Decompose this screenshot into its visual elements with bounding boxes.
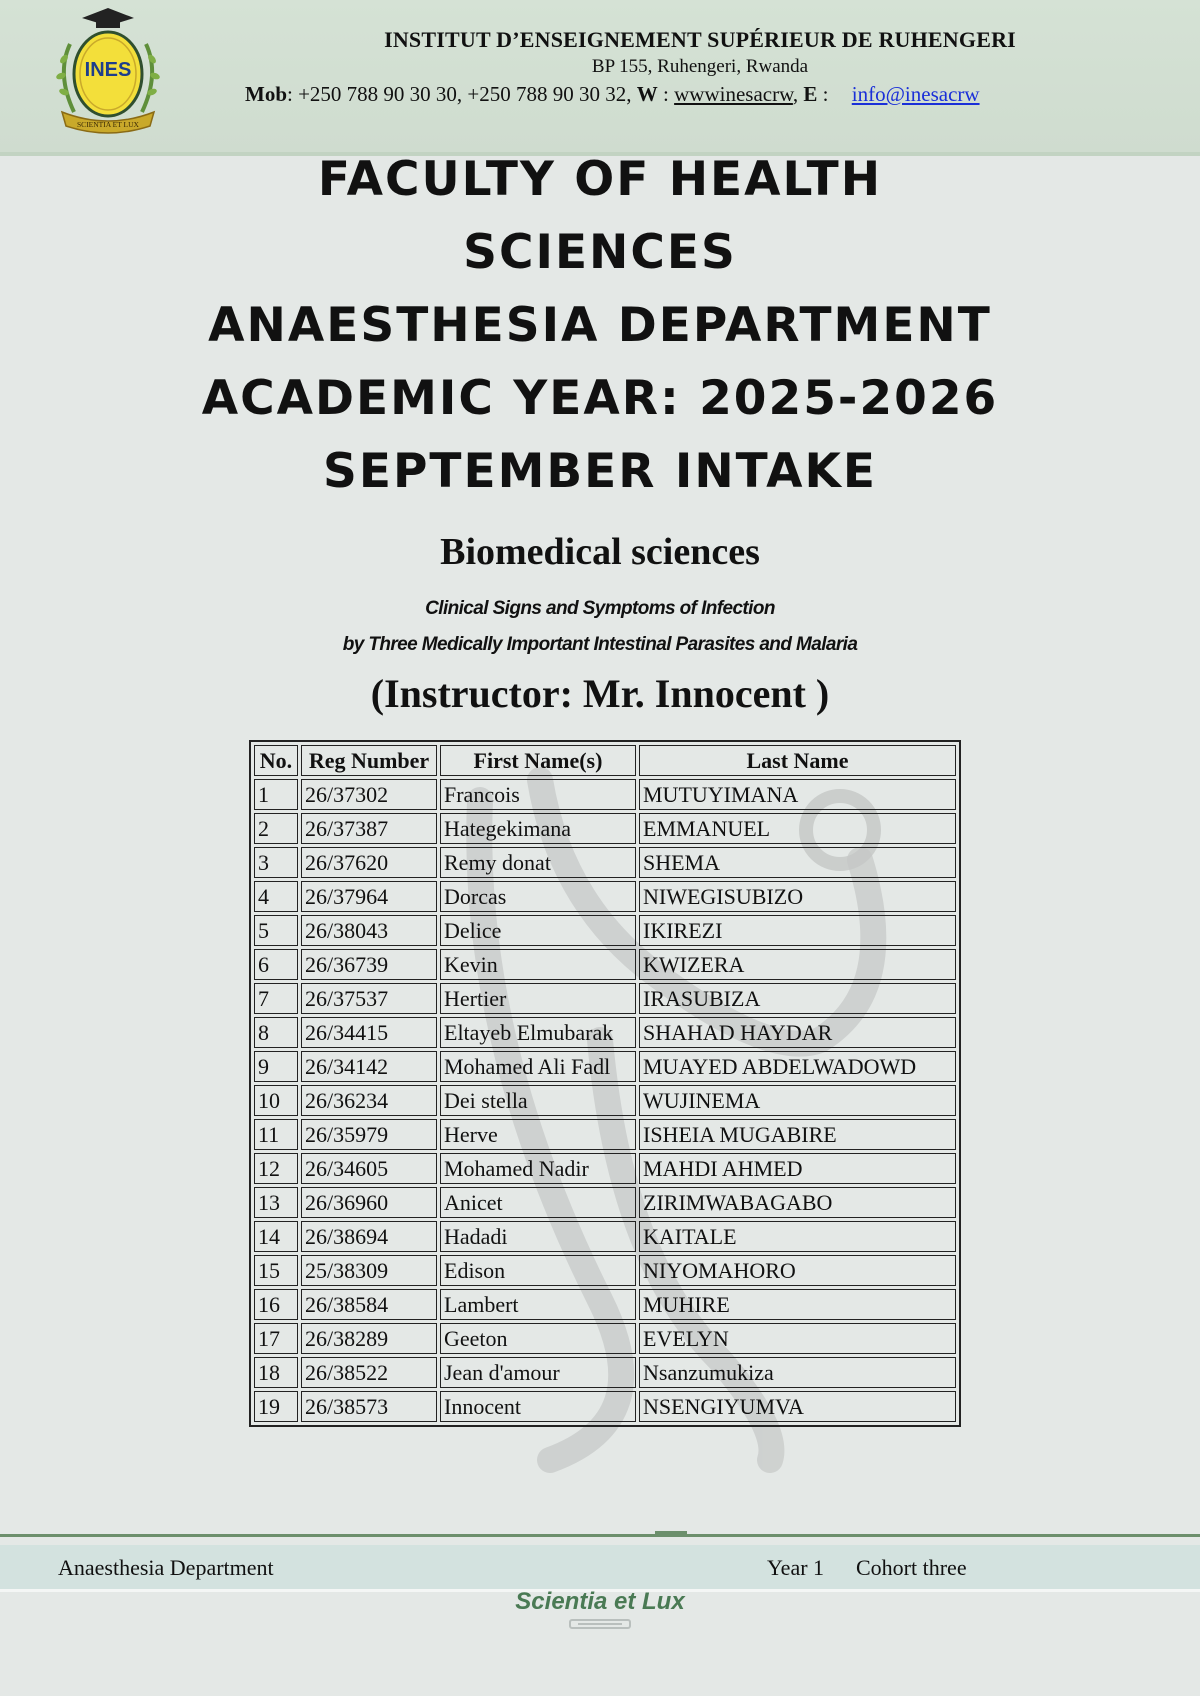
institution-contact: Mob: +250 788 90 30 30, +250 788 90 30 32, W : wwwinesacrw, E : info@inesacrw xyxy=(245,82,980,106)
cell-number: 5 xyxy=(254,915,298,946)
cell-reg-number: 26/34142 xyxy=(301,1051,437,1082)
footer-divider xyxy=(0,1534,1200,1537)
cell-number: 10 xyxy=(254,1085,298,1116)
cell-reg-number: 26/34605 xyxy=(301,1153,437,1184)
cell-first-name: Kevin xyxy=(440,949,636,980)
cell-number: 2 xyxy=(254,813,298,844)
cell-number: 9 xyxy=(254,1051,298,1082)
cell-first-name: Remy donat xyxy=(440,847,636,878)
web-label: W xyxy=(636,82,658,106)
email-link[interactable]: info@inesacrw xyxy=(851,82,980,106)
svg-text:SCIENTIA ET LUX: SCIENTIA ET LUX xyxy=(77,120,139,129)
cell-first-name: Delice xyxy=(440,915,636,946)
instructor-label: (Instructor: Mr. Innocent ) xyxy=(370,671,830,716)
cell-first-name: Mohamed Nadir xyxy=(440,1153,636,1184)
intake-title: SEPTEMBER INTAKE xyxy=(323,444,877,499)
cell-reg-number: 26/34415 xyxy=(301,1017,437,1048)
cell-first-name: Innocent xyxy=(440,1391,636,1422)
course-title-line2: by Three Medically Important Intestinal Parasites and Malaria xyxy=(342,634,858,655)
table-row xyxy=(254,1221,956,1252)
cell-last-name: MUHIRE xyxy=(639,1289,956,1320)
cell-number: 4 xyxy=(254,881,298,912)
department-title: ANAESTHESIA DEPARTMENT xyxy=(208,298,992,353)
table-row xyxy=(254,1187,956,1218)
table-header-row xyxy=(254,745,956,776)
cell-first-name: Dei stella xyxy=(440,1085,636,1116)
cell-first-name: Lambert xyxy=(440,1289,636,1320)
cell-last-name: EMMANUEL xyxy=(639,813,956,844)
cell-first-name: Edison xyxy=(440,1255,636,1286)
table-row xyxy=(254,1119,956,1150)
footer-department: Anaesthesia Department xyxy=(58,1555,274,1580)
cell-last-name: NSENGIYUMVA xyxy=(639,1391,956,1422)
cell-first-name: Eltayeb Elmubarak xyxy=(440,1017,636,1048)
cell-first-name: Hadadi xyxy=(440,1221,636,1252)
cell-reg-number: 26/38289 xyxy=(301,1323,437,1354)
cell-reg-number: 26/38694 xyxy=(301,1221,437,1252)
cell-number: 11 xyxy=(254,1119,298,1150)
cell-number: 16 xyxy=(254,1289,298,1320)
table-row xyxy=(254,1051,956,1082)
table-row xyxy=(254,1323,956,1354)
cell-last-name: SHEMA xyxy=(639,847,956,878)
cell-number: 13 xyxy=(254,1187,298,1218)
cell-last-name: MAHDI AHMED xyxy=(639,1153,956,1184)
academic-year-title: ACADEMIC YEAR: 2025-2026 xyxy=(201,371,999,426)
cell-reg-number: 26/37387 xyxy=(301,813,437,844)
cell-reg-number: 26/37537 xyxy=(301,983,437,1014)
letterhead xyxy=(0,0,1200,156)
cell-reg-number: 26/38573 xyxy=(301,1391,437,1422)
cell-first-name: Hategekimana xyxy=(440,813,636,844)
footer-divider-mark xyxy=(655,1531,687,1535)
institution-address: BP 155, Ruhengeri, Rwanda xyxy=(591,56,809,77)
subject-title: Biomedical sciences xyxy=(440,531,760,573)
cell-number: 14 xyxy=(254,1221,298,1252)
cell-number: 8 xyxy=(254,1017,298,1048)
cell-reg-number: 26/37302 xyxy=(301,779,437,810)
cell-last-name: WUJINEMA xyxy=(639,1085,956,1116)
table-row xyxy=(254,1357,956,1388)
table-row xyxy=(254,1289,956,1320)
cell-reg-number: 26/37620 xyxy=(301,847,437,878)
cell-first-name: Herve xyxy=(440,1119,636,1150)
faculty-title-line2: SCIENCES xyxy=(463,225,737,280)
cell-last-name: IKIREZI xyxy=(639,915,956,946)
table-row xyxy=(254,983,956,1014)
cell-reg-number: 26/35979 xyxy=(301,1119,437,1150)
cell-reg-number: 26/36739 xyxy=(301,949,437,980)
cell-last-name: MUTUYIMANA xyxy=(639,779,956,810)
table-row xyxy=(254,915,956,946)
cell-first-name: Geeton xyxy=(440,1323,636,1354)
svg-text:INES: INES xyxy=(84,59,132,81)
cell-first-name: Francois xyxy=(440,779,636,810)
cell-number: 1 xyxy=(254,779,298,810)
phone-numbers: : +250 788 90 30 30, +250 788 90 30 32, xyxy=(287,82,637,106)
cell-number: 19 xyxy=(254,1391,298,1422)
footer-year: Year 1 xyxy=(767,1555,825,1580)
cell-number: 18 xyxy=(254,1357,298,1388)
footer-motto: Scientia et Lux xyxy=(515,1588,685,1615)
cell-reg-number: 26/36234 xyxy=(301,1085,437,1116)
cell-first-name: Mohamed Ali Fadl xyxy=(440,1051,636,1082)
institution-logo xyxy=(52,4,164,134)
table-row xyxy=(254,881,956,912)
cell-reg-number: 25/38309 xyxy=(301,1255,437,1286)
column-header-first-name: First Name(s) xyxy=(440,745,636,776)
course-title-line1: Clinical Signs and Symptoms of Infection xyxy=(425,598,775,619)
cell-last-name: NIWEGISUBIZO xyxy=(639,881,956,912)
cell-first-name: Anicet xyxy=(440,1187,636,1218)
cell-reg-number: 26/36960 xyxy=(301,1187,437,1218)
cell-last-name: KAITALE xyxy=(639,1221,956,1252)
table-row xyxy=(254,1017,956,1048)
cell-reg-number: 26/38043 xyxy=(301,915,437,946)
email-label: E xyxy=(803,82,818,106)
cell-last-name: ISHEIA MUGABIRE xyxy=(639,1119,956,1150)
column-header-last-name: Last Name xyxy=(639,745,956,776)
cell-last-name: IRASUBIZA xyxy=(639,983,956,1014)
table-row xyxy=(254,949,956,980)
cell-first-name: Jean d'amour xyxy=(440,1357,636,1388)
column-header-number: No. xyxy=(254,745,298,776)
cell-number: 3 xyxy=(254,847,298,878)
cell-number: 15 xyxy=(254,1255,298,1286)
student-roster-table xyxy=(249,740,961,1427)
table-row xyxy=(254,779,956,810)
cell-last-name: Nsanzumukiza xyxy=(639,1357,956,1388)
column-header-reg-number: Reg Number xyxy=(301,745,437,776)
cell-last-name: SHAHAD HAYDAR xyxy=(639,1017,956,1048)
cell-number: 7 xyxy=(254,983,298,1014)
mob-label: Mob xyxy=(245,82,287,106)
cell-first-name: Hertier xyxy=(440,983,636,1014)
cell-first-name: Dorcas xyxy=(440,881,636,912)
cell-last-name: KWIZERA xyxy=(639,949,956,980)
table-row xyxy=(254,1085,956,1116)
cell-reg-number: 26/37964 xyxy=(301,881,437,912)
cell-number: 12 xyxy=(254,1153,298,1184)
faculty-title-line1: FACULTY OF HEALTH xyxy=(317,152,883,207)
website-link[interactable]: wwwinesacrw xyxy=(674,82,793,106)
motto-ornament-icon xyxy=(568,1617,632,1631)
cell-reg-number: 26/38522 xyxy=(301,1357,437,1388)
institution-name: INSTITUT D’ENSEIGNEMENT SUPÉRIEUR DE RUHENGERI xyxy=(384,27,1016,52)
table-row xyxy=(254,1153,956,1184)
cell-last-name: MUAYED ABDELWADOWD xyxy=(639,1051,956,1082)
cell-last-name: NIYOMAHORO xyxy=(639,1255,956,1286)
cell-last-name: EVELYN xyxy=(639,1323,956,1354)
cell-number: 6 xyxy=(254,949,298,980)
table-row xyxy=(254,847,956,878)
table-row xyxy=(254,1391,956,1422)
cell-last-name: ZIRIMWABAGABO xyxy=(639,1187,956,1218)
cell-number: 17 xyxy=(254,1323,298,1354)
table-row xyxy=(254,1255,956,1286)
cell-reg-number: 26/38584 xyxy=(301,1289,437,1320)
footer-cohort: Cohort three xyxy=(856,1555,967,1580)
table-row xyxy=(254,813,956,844)
